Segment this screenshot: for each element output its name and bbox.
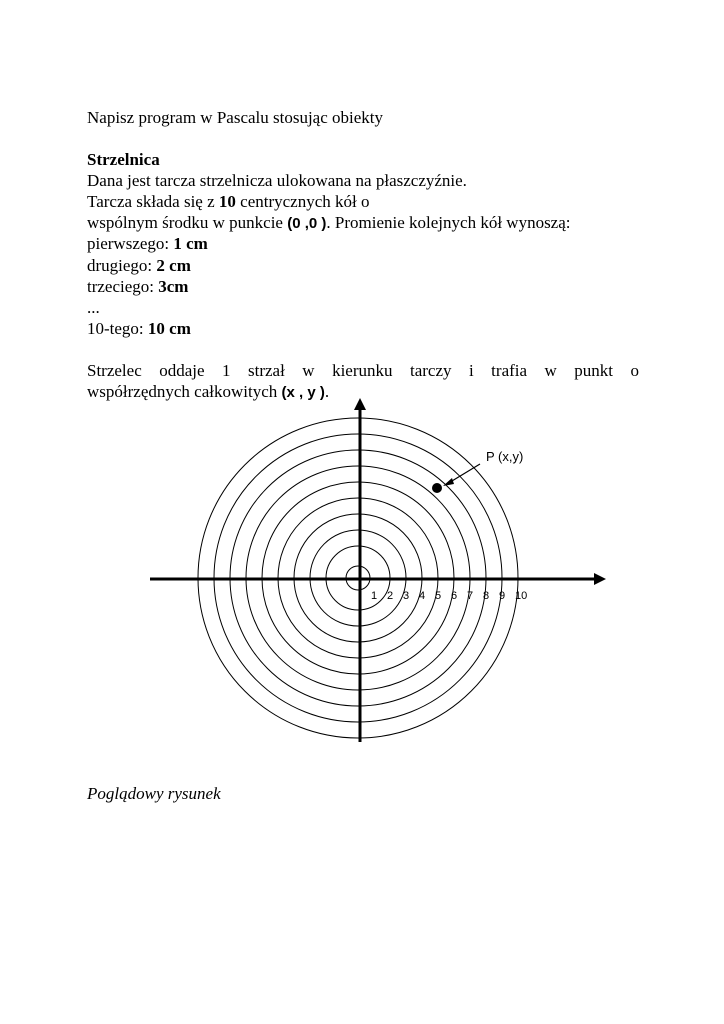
text: pierwszego: (87, 234, 174, 253)
text: trzeciego: (87, 277, 159, 296)
text: . Promienie kolejnych kół wynoszą: (326, 213, 571, 232)
radius-value: 10 cm (147, 319, 191, 338)
text: wspólnym środku w punkcie (87, 213, 288, 232)
intro-text: Napisz program w Pascalu stosując obiekty (87, 108, 384, 127)
tick-label: 10 (515, 590, 528, 602)
text: . (324, 382, 330, 401)
tick-label: 1 (371, 590, 378, 602)
shot-line-1: Strzelec oddaje 1 strzał w kierunku tarczy i trafia w punkt o (87, 361, 639, 380)
y-axis-arrowhead (354, 398, 366, 410)
description-line-1: Dana jest tarcza strzelnicza ulokowana na płaszczyźnie. (87, 171, 467, 190)
axis-tick-labels (371, 590, 527, 602)
text: centrycznych kół o (235, 192, 370, 211)
tick-label: 7 (467, 590, 474, 602)
center-coordinates: (0 ,0 ) (287, 215, 327, 232)
figure-caption: Poglądowy rysunek (87, 784, 221, 803)
tick-label: 6 (451, 590, 458, 602)
radius-value: 2 cm (156, 256, 191, 275)
text: 10-tego: (87, 319, 148, 338)
point-label: P (x,y) (486, 449, 524, 464)
point-coordinates: (x , y ) (281, 384, 325, 401)
text: współrzędnych całkowitych (87, 382, 282, 401)
tick-label: 3 (403, 590, 410, 602)
radius-value: 3cm (158, 277, 189, 296)
tick-label: 2 (387, 590, 394, 602)
tick-label: 9 (499, 590, 506, 602)
pointer-arrowhead (443, 478, 454, 486)
tick-label: 4 (419, 590, 426, 602)
ring-count-value: 10 (218, 192, 236, 211)
text: Tarcza składa się z (87, 192, 219, 211)
radius-value: 1 cm (173, 234, 208, 253)
ellipsis-line: ... (87, 298, 100, 317)
tick-label: 5 (435, 590, 442, 602)
tick-label: 8 (483, 590, 490, 602)
x-axis-arrowhead (594, 573, 606, 585)
hit-point-marker (432, 483, 442, 493)
section-title: Strzelnica (87, 150, 160, 169)
text: drugiego: (87, 256, 157, 275)
